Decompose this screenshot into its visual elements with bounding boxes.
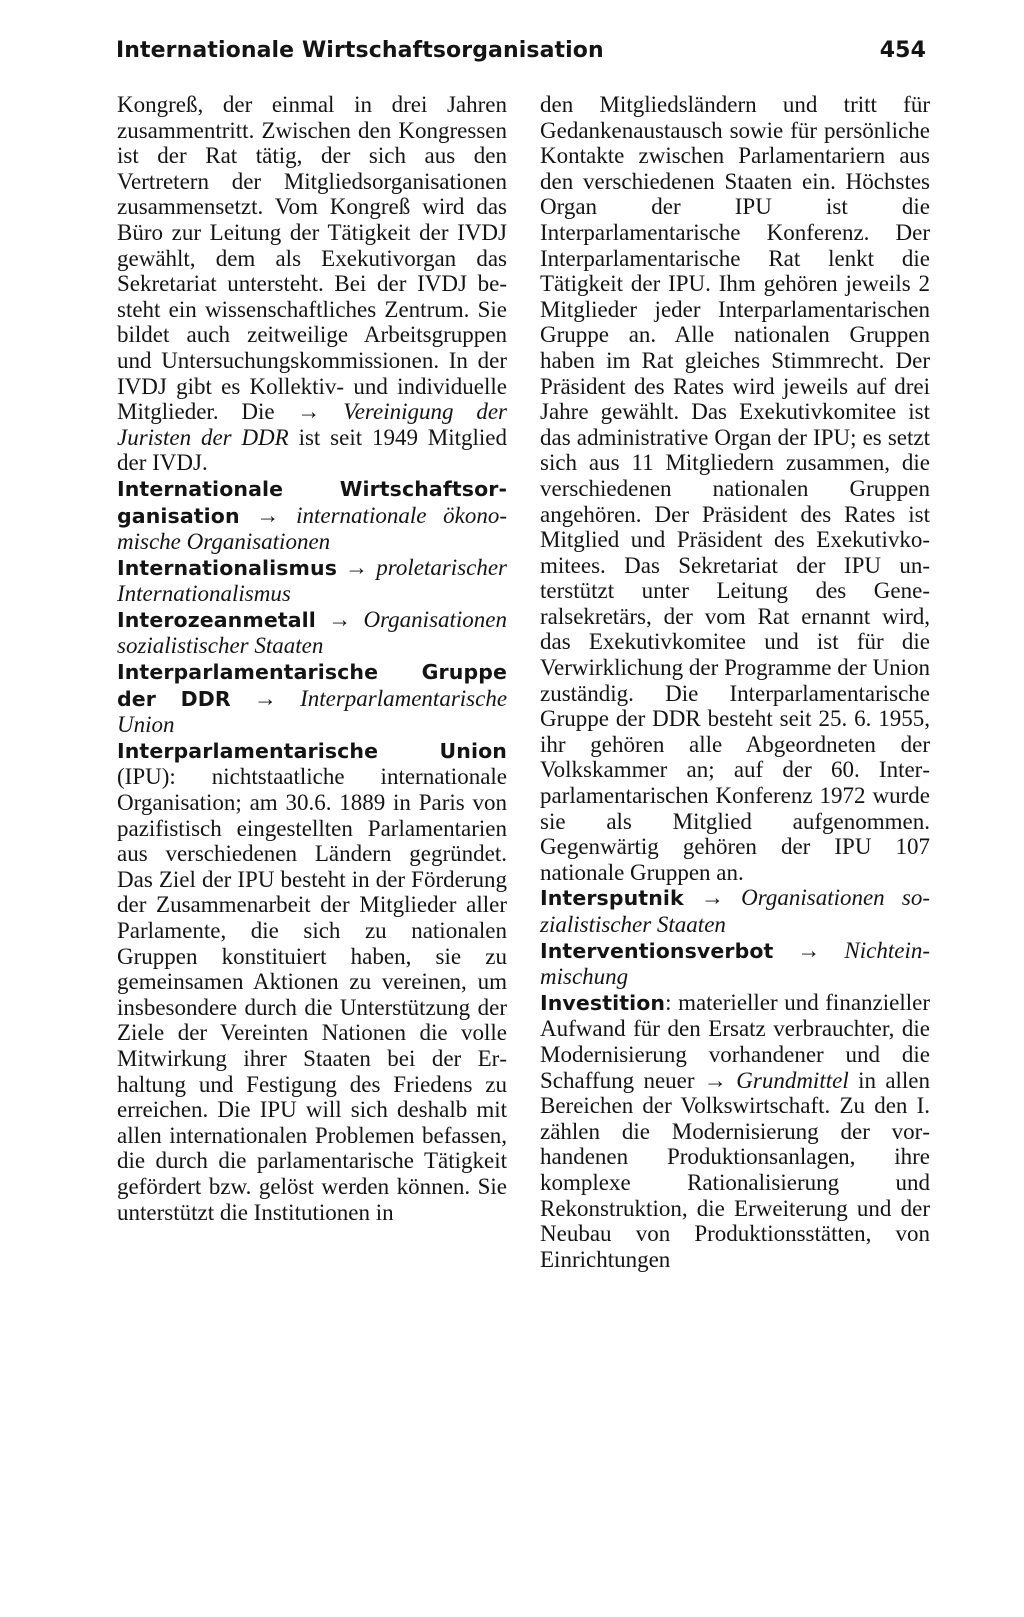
headword: Interparlamentarische Gruppe der DDR	[117, 660, 507, 711]
entry-intersputnik	[540, 885, 930, 937]
body-text: (IPU): nichtstaatliche internationale Organisation; am 30.6. 1889 in Paris von pazifistisch eingestellten Parlamentarien aus verschiedenen Ländern gegründet. Das Ziel der IPU besteht in der Förderung der Zusammenarbeit der Mitglieder aller Parlamente, die sich zu nationalen Gruppen konstituiert haben, sie zu gemeinsamen Aktionen zu vereinen, um insbesondere durch die Unterstützung der Ziele der Vereinten Nationen die volle Mitwirkung ihrer Staaten bei der Erhaltung und Festigung des Friedens zu erreichen. Die IPU will sich deshalb mit allen internationalen Problemen befassen, die durch die parlamentarische Tätigkeit gefördert bzw. gelöst werden können. Sie unterstützt die Institutionen in	[117, 764, 507, 1225]
headword: Intersputnik	[540, 886, 684, 911]
cross-reference: Nichteinmischung	[540, 937, 931, 990]
entry-interventionsverbot	[540, 938, 930, 990]
cross-reference: Grundmittel	[736, 1067, 849, 1093]
entry-interparlamentarische-union	[117, 738, 507, 1225]
entry-internationale-wirtschaftsorganisation	[117, 476, 507, 555]
headword: Internationalismus	[117, 555, 338, 580]
cross-reference-arrow: →	[297, 399, 321, 425]
entry-interozeanmetall	[117, 607, 507, 659]
page-number: 454	[879, 38, 926, 63]
cross-reference: Vereinigung der Juristen der DDR	[117, 399, 507, 450]
entry-investition	[540, 990, 930, 1273]
body-text: ist seit 1949 Mitglied der IVDJ.	[117, 424, 508, 476]
entry-interparlamentarische-gruppe	[117, 659, 507, 738]
headword: Interparlamentarische Union	[117, 738, 507, 763]
body-text: Kongreß, der einmal in drei Jahren zusammentritt. Zwischen den Kongressen ist der Rat tätig, der sich aus den Vertretern der Mitgliedsorganisationen zusammensetzt. Vom Kongreß wird das Büro zur Leitung der Tätigkeit der IVDJ gewählt, dem als Exekutivorgan das Sekretariat untersteht. Bei der IVDJ besteht ein wissenschaftliches Zentrum. Sie bildet auch zeitweilige Arbeitsgruppen und Untersuchungskommissionen. In der IVDJ gibt es Kollektiv- und individuelle Mitglieder. Die	[117, 92, 507, 425]
headword: Internationale Wirtschaftsorganisation	[117, 476, 507, 528]
cross-reference-arrow: →	[253, 685, 277, 711]
cross-reference-arrow: →	[328, 606, 352, 632]
body-text: in allen Bereichen der Volkswirtschaft. Zu den I. zählen die Modernisierung der vorhandenen Produktionsanlagen, ihre komplexe Rationalisierung und Rekonstruktion, die Erweiterung und der Neubau von Produktionsstätten, von Einrichtungen	[540, 1067, 931, 1272]
left-column	[117, 92, 507, 1225]
entry-continuation	[117, 92, 507, 476]
running-title: Internationale Wirtschaftsorganisation	[116, 38, 604, 63]
cross-reference: proletarischer Internationalismus	[117, 554, 508, 607]
headword: Investition	[540, 990, 666, 1015]
body-text: : materieller und finanzieller Aufwand für den Ersatz verbrauchter, die Modernisierung vorhandener und die Schaffung neuer	[540, 989, 930, 1093]
cross-reference-arrow: →	[700, 885, 724, 911]
cross-reference-arrow: →	[256, 502, 280, 528]
headword: Interventionsverbot	[540, 938, 774, 963]
cross-reference-arrow: →	[797, 937, 821, 963]
running-head	[116, 38, 926, 63]
cross-reference-arrow: →	[703, 1067, 727, 1093]
entry-continuation	[540, 92, 930, 885]
cross-reference: internationale ökonomische Organisationen	[117, 502, 508, 555]
right-column	[540, 92, 930, 1272]
entry-internationalismus	[117, 555, 507, 607]
cross-reference: Interparlamentarische Union	[117, 685, 508, 738]
cross-reference: Organisationen sozialistischer Staaten	[540, 885, 930, 937]
headword: Interozeanmetall	[117, 607, 316, 632]
body-text: den Mitgliedsländern und tritt für Gedankenaustausch sowie für persönliche Kontakte zwischen Parlamentariern aus den verschiedenen Staaten ein. Höchstes Organ der IPU ist die Interparlamentarische Konferenz. Der Interparlamentarische Rat lenkt die Tätigkeit der IPU. Ihm gehören jeweils 2 Mitglieder jeder Interparlamentarischen Gruppe an. Alle nationalen Gruppen haben im Rat gleiches Stimmrecht. Der Präsident des Rates wird jeweils auf drei Jahre gewählt. Das Exekutivkomitee ist das administrative Organ der IPU; es setzt sich aus 11 Mitgliedern zusammen, die verschiedenen nationalen Gruppen angehören. Der Präsident des Rates ist Mitglied und Präsident des Exekutivkomitees. Das Sekretariat der IPU unterstützt unter Leitung des Generalsekretärs, der vom Rat ernannt wird, das Exekutivkomitee und ist für die Verwirklichung der Programme der Union zuständig. Die Interparlamentarische Gruppe der DDR besteht seit 25. 6. 1955, ihr gehören alle Abgeordneten der Volkskammer an; auf der 60. Interparlamentarischen Konferenz 1972 wurde sie als Mitglied aufgenommen. Gegenwärtig gehören der IPU 107 nationale Gruppen an.	[540, 92, 930, 885]
cross-reference: Organisationen sozialistischer Staaten	[117, 606, 508, 659]
cross-reference-arrow: →	[345, 554, 369, 580]
